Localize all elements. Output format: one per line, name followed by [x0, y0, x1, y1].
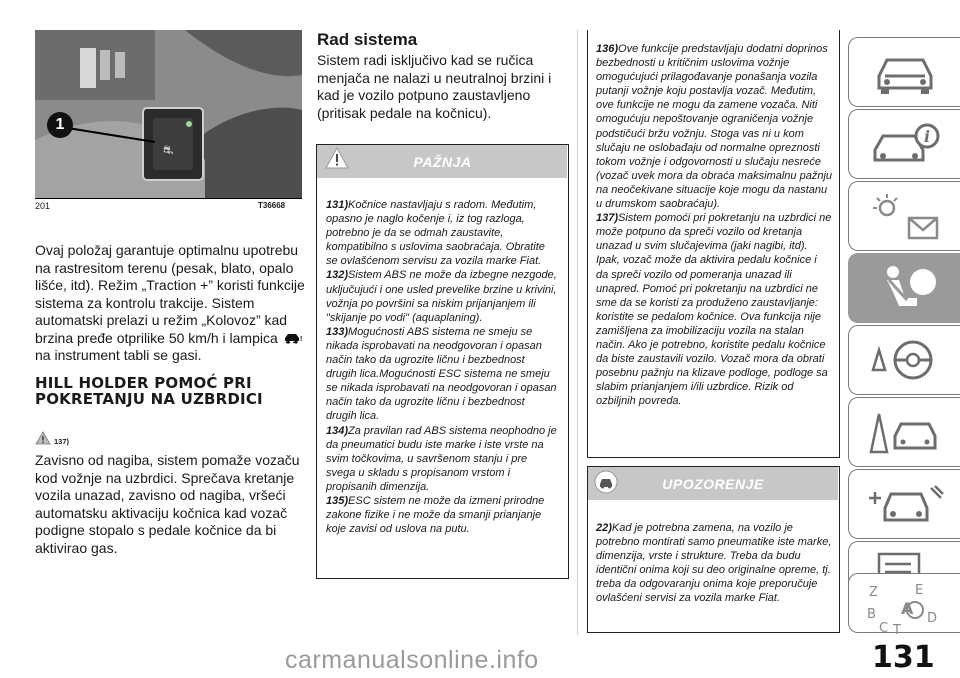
- warning-continued-notes: [596, 42, 832, 408]
- warning-note: [326, 494, 558, 536]
- note-number: 132): [326, 269, 349, 282]
- warning-title: PAŽNJA: [413, 154, 472, 170]
- warning-notes: [326, 198, 558, 536]
- alphabetical-index-icon: [865, 582, 945, 636]
- hill-holder-heading: HILL HOLDER POMOĆ PRI POKRETANJU NA UZBRDICI: [35, 374, 263, 408]
- car-breakdown-icon: [865, 406, 945, 460]
- note-text: Mogućnosti ABS sistema ne smeju se nikada isprobavati na neodgovoran i opasan način tako da ugrozite ličnu i bezbednost drugih lica.Mogućnosti ESC sistema ne smeju se nikada isprobavati na neodgovoran i opasan način tako da ugrozite ličnu i bezbednost drugih lica.: [326, 325, 557, 423]
- tab-dashboard-lights[interactable]: [848, 181, 960, 251]
- note-text: Sistem ABS ne može da izbegne nezgode, uključujući i one usled prevelike brzine u krivini, vožnja po površini sa niskim prijanjanjem ili "skijanje po vodi" (aquaplaning).: [326, 269, 557, 324]
- note-text: ESC sistem ne može da izmeni prirodne zakone fizike i ne može da smanji prianjanje koje zavisi od uslova na putu.: [326, 494, 545, 536]
- note-text: Ove funkcije predstavljaju dodatni doprinos bezbednosti u kritičnim uslovima vožnje omogućujući prilagođavanje ponašanja vozila putanji vožnje koju postavlja vozač. Međutim, ove funkcije ne mogu da zamene vozača. Niti omogućuju nepoštovanje ograničenja vožnje podstičući bržu vožnju. Stoga vas ni u kom slučaju ne oslobađaju od normalne opreznosti tokom vožnje i odgovornosti u slučaju nesreće (vozač uvek mora da obraća maksimalnu pažnju na neočekivane situacije koje mogu da nastanu u drumskom saobraćaju).: [596, 43, 833, 211]
- note-number: 135): [326, 494, 349, 507]
- index-letter: B: [867, 607, 876, 622]
- note-number: 134): [326, 424, 349, 437]
- rad-sistema-paragraph: Sistem radi isključivo kad se ručica menjača ne nalazi u neutralnoj brzini i kad je vozilo potpuno zaustavljeno (pritisak pedale na kočnicu).: [317, 52, 552, 121]
- note-number: 133): [326, 325, 349, 338]
- rad-sistema-heading: Rad sistema: [317, 30, 418, 49]
- tab-alphabetical-index[interactable]: [848, 573, 960, 636]
- intro-text-start: Ovaj položaj garantuje optimalnu upotrebu na rastresitom terenu (pesak, blato, opalo lišće, itd). Režim „Traction +” koristi funkcije sistema za kontrolu trakcije. Sistem automatski prelazi u režim „Kolovoz” kad brzina pređe otprilike 50 km/h i lampica: [35, 242, 305, 346]
- page-number: 131: [872, 640, 935, 675]
- dashboard-lights-icon: [865, 190, 945, 244]
- tab-car-front[interactable]: [848, 37, 960, 107]
- index-letter: A: [901, 599, 914, 618]
- car-front-icon: [865, 46, 945, 100]
- note-text: Sistem pomoći pri pokretanju na uzbrdici ne može potpuno da spreči vozilo od kretanja unazad u svim slučajevima (jaki nagibi, itd). Ipak, vozač može da aktivira pedalu kočnice i da spreči vozilo od pomeranja unazad ili unapred. Pomoć pri pokretanju na uzbrdici ne sme da se koristi za produženo zaustavljanje: koristite se pedalom kočnice. Ova funkcija nije zamišljena za imobilizaciju vozila na stalan način. Ako je potrebno, koristite pedalu kočnice da biste zaustavili vozilo. Vozač mora da obrati posebnu pažnju na klizave podloge, podloge sa slabim prianjanjem i/ili uzbrdice. Rizik od ozbiljnih povreda.: [596, 212, 832, 408]
- tab-safety[interactable]: [848, 253, 960, 323]
- warning-note: [596, 211, 832, 408]
- note-text: Kad je potrebna zamena, na vozilo je potrebno montirati samo pneumatike iste marke, dimenzija, vrste i strukture. Treba da budu identični onima koji su deo originalne opreme, tj. treba da odgovaranju onima koje preporučuje ovlašćeni servisi za vozila marke Fiat.: [596, 522, 832, 605]
- svg-text:!: !: [299, 335, 303, 343]
- safety-airbag-icon: [865, 262, 945, 316]
- tab-breakdown[interactable]: [848, 397, 960, 467]
- figure-divider: [35, 198, 302, 199]
- warning-note: [326, 424, 558, 494]
- warning-note: [596, 42, 832, 211]
- figure-number: 201: [35, 201, 51, 211]
- index-letter: C: [879, 621, 889, 636]
- index-letter: T: [893, 623, 901, 636]
- warning-note: [326, 325, 558, 424]
- index-letter: E: [915, 583, 924, 598]
- svg-text:i: i: [924, 127, 931, 146]
- note-text: Za pravilan rad ABS sistema neophodno je da pneumatici budu iste marke i iste vrste na svim točkovima, u savršenom stanju i pre svega u skladu s propisanom vrstom i propisanih dimenzija.: [326, 424, 557, 493]
- warning-note: [326, 268, 558, 324]
- warning-note: [326, 198, 558, 268]
- traction-warning-icon: [283, 332, 303, 344]
- tab-car-info[interactable]: [848, 109, 960, 179]
- figure-callout-badge: [47, 112, 73, 138]
- intro-text-end: na instrument tabli se gasi.: [35, 347, 202, 363]
- caution-title: UPOZORENJE: [662, 476, 764, 492]
- column-divider: [577, 30, 578, 635]
- hill-holder-ref: 137): [54, 437, 70, 446]
- note-number: 137): [596, 212, 619, 225]
- svg-text:⛐: ⛐: [163, 143, 174, 157]
- tab-steering-key[interactable]: [848, 325, 960, 395]
- figure-photo: [35, 30, 302, 198]
- note-text: Kočnice nastavljaju s radom. Međutim, opasno je naglo kočenje i, iz tog razloga, potrebno je da se odmah zaustavite, kompatibilno s uslovima saobraćaja. Obratite se ovlašćenom servisu za vozila marke Fiat.: [326, 199, 545, 268]
- warning-triangle-icon: [35, 431, 51, 445]
- caution-notes: [596, 521, 832, 606]
- hill-holder-paragraph: Zavisno od nagiba, sistem pomaže vozaču kod vožnje na uzbrdici. Sprečava kretanje vozila unazad, zavisno od nagiba, vršeći automatsku aktivaciju kočnica kad vozač podigne stopalo s pedale kočnice da bi aktivirao gas.: [35, 452, 300, 556]
- car-info-icon: [865, 118, 945, 172]
- intro-paragraph: [35, 242, 305, 365]
- tab-service[interactable]: [848, 469, 960, 539]
- steering-key-icon: [865, 334, 945, 388]
- figure-callout-number: 1: [55, 116, 65, 133]
- figure-code: T36668: [258, 201, 286, 210]
- index-letter: Z: [869, 585, 878, 600]
- car-service-icon: [865, 478, 945, 532]
- note-number: 22): [596, 522, 612, 534]
- note-number: 136): [596, 43, 619, 55]
- watermark: carmanualsonline.info: [285, 646, 539, 674]
- note-number: 131): [326, 199, 349, 211]
- dashboard-photo-illustration: [35, 30, 302, 198]
- index-letter: D: [927, 611, 938, 626]
- caution-note: [596, 521, 832, 606]
